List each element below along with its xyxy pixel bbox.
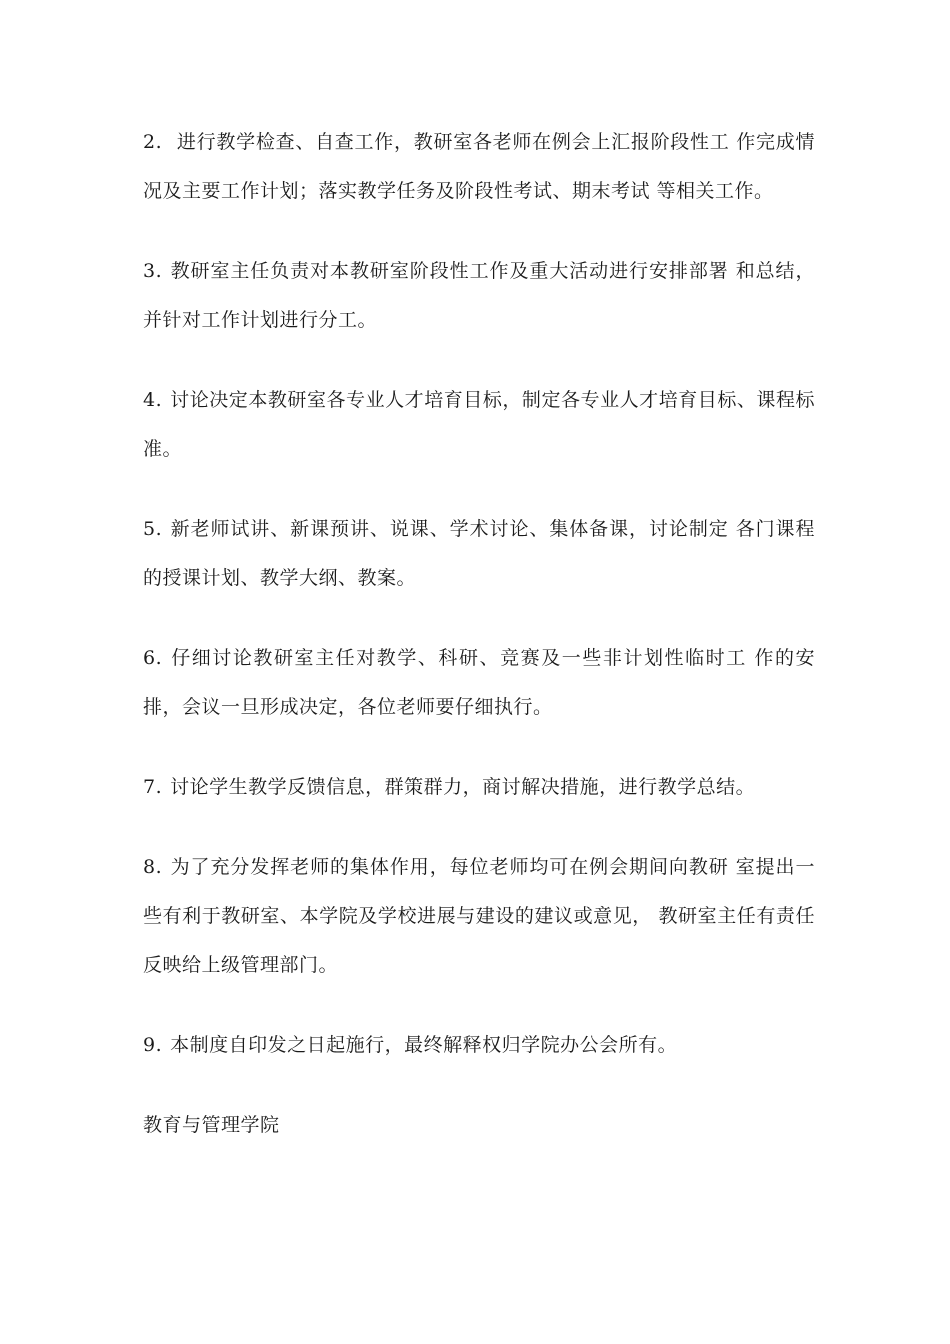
paragraph-item-9 xyxy=(143,1021,815,1070)
paragraph-text: 讨论学生教学反馈信息，群策群力，商讨解决措施，进行教学总结。 xyxy=(170,776,756,798)
paragraph-text: 本制度自印发之日起施行，最终解释权归学院办公会所有。 xyxy=(170,1034,678,1056)
paragraph-item-8 xyxy=(143,843,815,990)
paragraph-item-2 xyxy=(143,118,815,216)
paragraph-number: 3. xyxy=(143,260,163,282)
paragraph-text: 仔细讨论教研室主任对教学、科研、竞赛及一些非计划性临时工 作的安排，会议一旦形成决定，各位老师要仔细执行。 xyxy=(143,647,815,718)
paragraph-text: 进行教学检查、自查工作，教研室各老师在例会上汇报阶段性工 作完成情况及主要工作计划；落实教学任务及阶段性考试、期末考试 等相关工作。 xyxy=(143,131,815,202)
paragraph-item-3 xyxy=(143,247,815,345)
paragraph-text: 讨论决定本教研室各专业人才培育目标，制定各专业人才培育目标、课程标准。 xyxy=(143,389,815,460)
paragraph-text: 教研室主任负责对本教研室阶段性工作及重大活动进行安排部署 和总结，并针对工作计划进行分工。 xyxy=(143,260,815,331)
paragraph-number: 6. xyxy=(143,647,163,669)
paragraph-number: 8. xyxy=(143,856,163,878)
paragraph-item-4 xyxy=(143,376,815,474)
paragraph-item-7 xyxy=(143,763,815,812)
paragraph-number: 2. xyxy=(143,131,163,153)
paragraph-number: 4. xyxy=(143,389,163,411)
issuer-signature: 教育与管理学院 xyxy=(143,1114,280,1136)
paragraph-number: 7. xyxy=(143,776,163,798)
paragraph-item-5 xyxy=(143,505,815,603)
paragraph-number: 9. xyxy=(143,1034,163,1056)
paragraph-text: 新老师试讲、新课预讲、说课、学术讨论、集体备课，讨论制定 各门课程的授课计划、教学大纲、教案。 xyxy=(143,518,815,589)
paragraph-number: 5. xyxy=(143,518,163,540)
paragraph-item-6 xyxy=(143,634,815,732)
paragraph-text: 为了充分发挥老师的集体作用，每位老师均可在例会期间向教研 室提出一些有利于教研室、本学院及学校进展与建设的建议或意见， 教研室主任有责任反映给上级管理部门。 xyxy=(143,856,815,976)
document-body xyxy=(143,118,815,1150)
